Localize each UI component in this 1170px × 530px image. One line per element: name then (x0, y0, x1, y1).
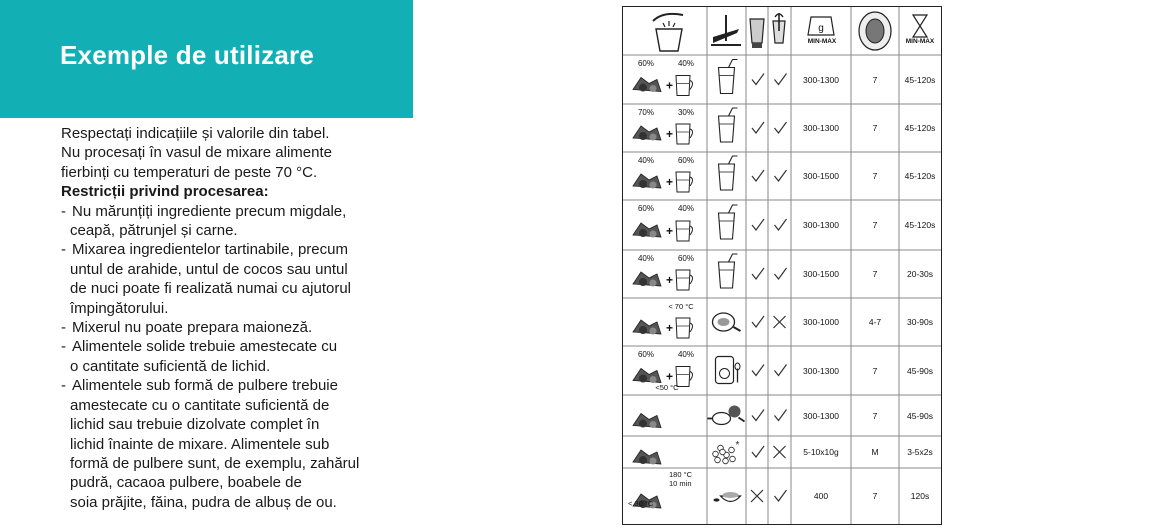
speed-cell: M (871, 447, 879, 457)
intro-line-1: Respectați indicațiile și valorile din tabel. (61, 125, 330, 142)
intro-line-3: fierbinți cu temperaturi de peste 70 °C. (61, 163, 318, 181)
intro-line-2: Nu procesați în vasul de mixare alimente (61, 144, 332, 162)
restriction-item: - Mixerul nu poate prepara maioneză. (61, 319, 313, 337)
amount-range-cell: 5-10x10g (803, 447, 839, 457)
time-cell: 45-90s (907, 410, 933, 421)
temperature-note: < 70 °C (668, 302, 694, 311)
check-mark-icon (775, 268, 787, 279)
ingredients-illustration (633, 414, 661, 429)
blade-icon (711, 15, 741, 45)
ratio-right: 60% (677, 254, 694, 263)
check-mark-icon (752, 170, 764, 181)
check-mark-icon (752, 316, 764, 327)
temperature-note: <50 °C (655, 383, 679, 392)
time-cell: 30-90s (907, 317, 933, 327)
pusher-icon (773, 13, 785, 43)
ingredients-illustration (633, 221, 693, 241)
amount-range-cell: 300-1000 (803, 317, 839, 327)
ingredients-illustration (633, 450, 661, 465)
amount-range-cell: 300-1300 (803, 220, 839, 230)
smoothie-glass-icon (719, 108, 738, 142)
speed-cell: 7 (872, 269, 878, 279)
time-cell: 45-120s (904, 171, 936, 181)
amount-range-cell: 400 (813, 491, 829, 501)
pot-and-pan-icon (708, 406, 745, 425)
ratio-right: 40% (677, 350, 694, 359)
plus-sign: + (666, 224, 674, 238)
bowl-icon (714, 492, 741, 502)
ratio-left: 70% (637, 108, 654, 117)
amount-range-cell: 300-1300 (803, 365, 839, 376)
cross-mark-icon (774, 446, 786, 458)
time-cell: 3-5x2s (907, 447, 933, 457)
smoothie-glass-icon (719, 205, 738, 239)
weight-header-label: MIN-MAX (807, 38, 837, 45)
crushed-ice-icon (713, 440, 740, 464)
amount-range-cell: 300-1500 (803, 171, 839, 181)
weight-unit-label: g (818, 23, 824, 34)
ingredients-illustration (633, 124, 693, 144)
restrictions-title: Restricții privind procesarea: (61, 183, 269, 201)
restriction-item: - Mixarea ingredientelor tartinabile, precum untul de arahide, untul de cocos sau untul de nuci poate fi realizată numai cu ajutorul împingătorului. (61, 241, 352, 317)
check-mark-icon (775, 410, 787, 421)
check-mark-icon (775, 365, 787, 376)
amount-range-cell: 300-1300 (803, 410, 839, 421)
restriction-item: - Alimentele sub formă de pulbere trebuie amestecate cu o cantitate suficientă de lichid sau trebuie dizolvate complet în lichid înainte de mixare. Alimentele sub formă de pulbere sunt, de exemplu, zahărul pudră, cacaoa pulbere, boabele de soia prăjite, făina, pudra de albuș de ou. (61, 377, 360, 511)
ratio-left: 60% (637, 59, 654, 68)
check-mark-icon (775, 170, 787, 181)
restrictions-list (61, 202, 406, 513)
cross-mark-icon (751, 490, 763, 502)
ratio-right: 40% (677, 204, 694, 213)
plus-sign: + (666, 78, 674, 93)
speed-cell: 7 (872, 123, 878, 133)
check-mark-icon (775, 490, 787, 501)
plus-sign: + (666, 321, 674, 335)
ingredients-icon (653, 14, 683, 51)
speed-cell: 7 (872, 220, 878, 230)
asterisk-mark: * (735, 440, 740, 451)
ratio-left: 40% (637, 254, 654, 263)
amount-range-cell: 300-1300 (803, 74, 839, 85)
title-banner (0, 0, 413, 118)
usage-table: g + + + + + + + * MIN-MAX MIN-MAX 60% 40% 300-1300 7 45-120s 70% 30% 300-1300 7 45-120s 40% 60% 300-1500 7 45-120s 60% 40% 300-1300 7 45-120s 40% 60% 300-1500 7 20-30s < 70 °C 300-1000 4-7 30-90s 60% 40% <50 °C 300-1300 7 45-90s 300-1300 7 45-90s 5-10x10g M 3-5x2s 180 °C 10 min < 30 °C 400 7 120s (622, 6, 942, 525)
speed-cell: 7 (872, 410, 878, 421)
ratio-left: 60% (637, 350, 654, 359)
check-mark-icon (775, 219, 787, 230)
ingredients-illustration (633, 318, 693, 338)
check-mark-icon (752, 446, 764, 457)
ingredients-illustration (633, 172, 693, 192)
speed-cell: 7 (872, 74, 878, 85)
check-mark-icon (752, 268, 764, 279)
plus-sign: + (666, 127, 674, 141)
time-cell: 45-120s (904, 123, 936, 133)
cross-mark-icon (774, 316, 786, 328)
time-header-label: MIN-MAX (905, 38, 935, 45)
pan-icon (713, 313, 741, 331)
ratio-right: 40% (677, 59, 694, 68)
baby-food-jar-icon (716, 357, 741, 384)
restriction-item: - Nu mărunțiți ingrediente precum migdale, ceapă, pătrunjel și carne. (61, 202, 347, 240)
speed-cell: 7 (872, 171, 878, 181)
hourglass-icon (913, 15, 927, 37)
ratio-left: 60% (637, 204, 654, 213)
check-mark-icon (752, 122, 764, 133)
time-cell: 120s (910, 491, 930, 501)
time-cell: 45-120s (904, 74, 936, 85)
plus-sign: + (666, 273, 674, 287)
smoothie-glass-icon (719, 156, 738, 190)
ingredients-illustration (633, 270, 693, 290)
speed-dial-icon (859, 12, 891, 50)
page-title: Exemple de utilizare (60, 40, 314, 70)
amount-range-cell: 300-1300 (803, 123, 839, 133)
amount-range-cell: 300-1500 (803, 269, 839, 279)
ratio-right: 30% (677, 108, 694, 117)
check-mark-icon (752, 74, 764, 85)
plus-sign: + (666, 175, 674, 189)
ratio-left: 40% (637, 156, 654, 165)
speed-cell: 4-7 (868, 317, 882, 327)
smoothie-glass-icon (719, 254, 738, 288)
check-mark-icon (775, 74, 787, 85)
check-mark-icon (752, 219, 764, 230)
smoothie-glass-icon (719, 60, 738, 94)
time-cell: 45-120s (904, 220, 936, 230)
check-mark-icon (775, 122, 787, 133)
ingredients-illustration (633, 76, 693, 96)
time-cell: 45-90s (907, 365, 933, 376)
plus-sign: + (666, 369, 674, 384)
ratio-right: 60% (677, 156, 694, 165)
speed-cell: 7 (872, 491, 878, 501)
instructions-text (61, 124, 406, 512)
speed-cell: 7 (872, 365, 878, 376)
jar-icon (750, 19, 764, 48)
restriction-item: - Alimentele solide trebuie amestecate cu o cantitate suficientă de lichid. (61, 338, 338, 375)
check-mark-icon (752, 365, 764, 376)
check-mark-icon (752, 410, 764, 421)
time-cell: 20-30s (907, 269, 933, 279)
